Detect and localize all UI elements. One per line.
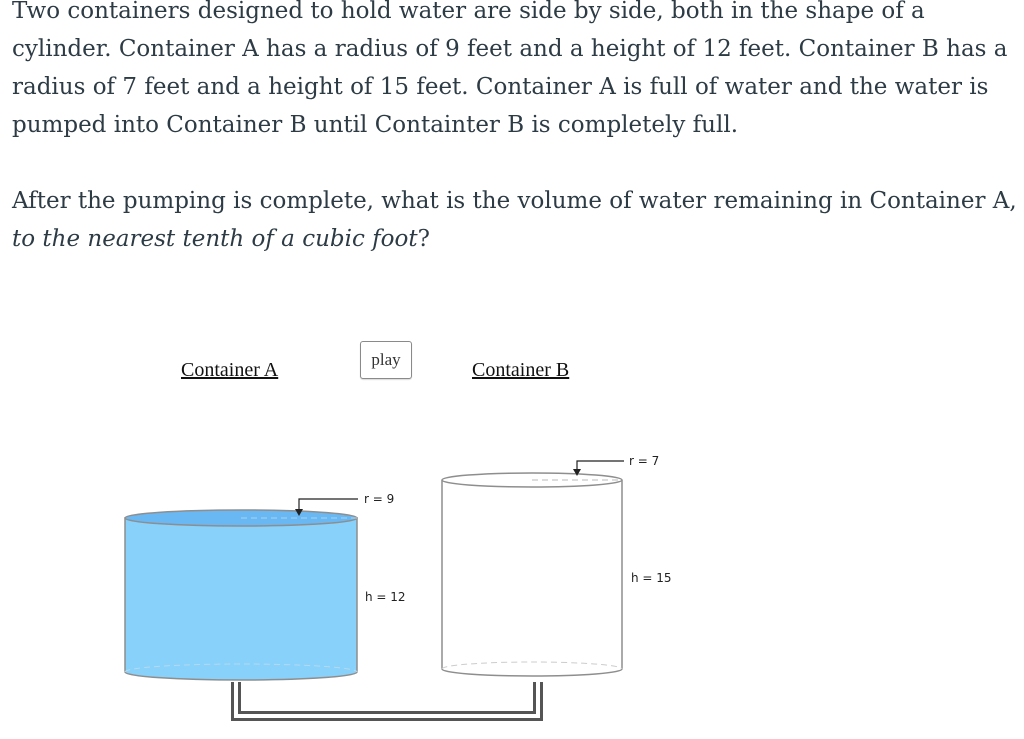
question-italic: to the nearest tenth of a cubic foot (12, 226, 418, 252)
container-a-label: Container A (181, 359, 279, 381)
container-b-label: Container B (472, 359, 570, 381)
question-text (12, 182, 1022, 258)
container-a-height-label: h = 12 (365, 590, 406, 604)
container-b-height-label: h = 15 (631, 571, 672, 585)
container-a-cylinder (125, 510, 357, 680)
container-b-radius-label: r = 7 (629, 454, 660, 468)
container-a-radius-label: r = 9 (364, 492, 395, 506)
play-button[interactable]: play (360, 341, 412, 379)
question-end: ? (417, 226, 430, 252)
cylinder-simulation (12, 292, 1022, 739)
container-b-cylinder (442, 473, 622, 676)
question-main: After the pumping is complete, what is the volume of water remaining in Container A, (12, 188, 1017, 214)
problem-text: Two containers designed to hold water are side by side, both in the shape of a cylinder. Container A has a radius of 9 feet and a height of 12 feet. Container B has a radius of 7 feet and a height of 15 feet. Container A is full of water and the water is pumped into Container B until Containter B is completely full. (12, 0, 1008, 138)
connecting-pipe (236, 682, 538, 716)
